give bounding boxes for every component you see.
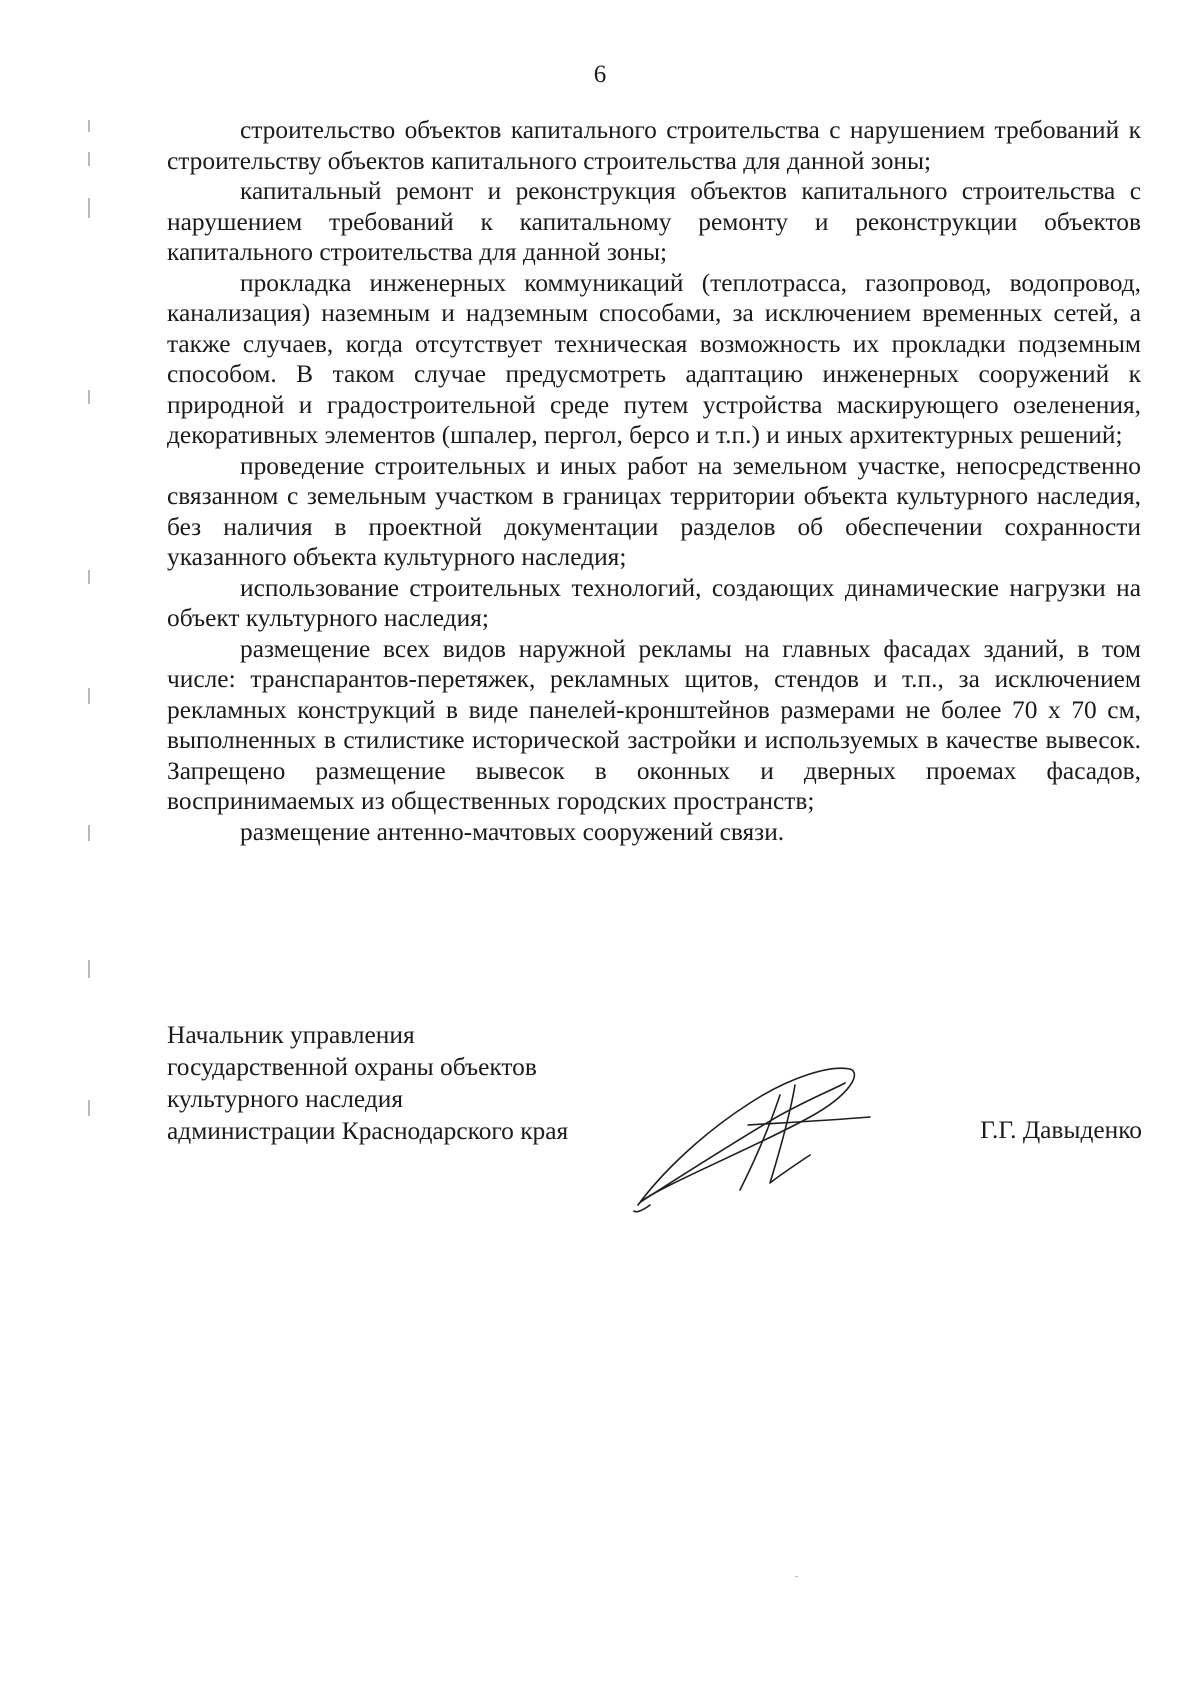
scan-speck [795,1576,798,1577]
document-body [167,115,1141,847]
scan-margin-marks [88,120,92,1120]
position-line-2: государственной охраны объектов [167,1053,537,1081]
handwritten-signature [630,1055,890,1215]
position-line-4: администрации Краснодарского края [167,1117,569,1145]
paragraph-4: проведение строительных и иных работ на земельном участке, непосредственно связанном с земельным участком в границах территории объекта культурного наследия, без наличия в проектной документации разделов об обеспечении сохранности указанного объекта культурного наследия; [167,451,1141,571]
paragraph-6: размещение всех видов наружной рекламы на главных фасадах зданий, в том числе: транспарантов-перетяжек, рекламных щитов, стендов и т.п., за исключением рекламных конструкций в виде панелей-кронштейнов размерами не более 70 х 70 см, выполненных в стилистике исторической застройки и используемых в качестве вывесок. Запрещено размещение вывесок в оконных и дверных проемах фасадов, воспринимаемых из общественных городских пространств; [167,634,1141,815]
paragraph-2: капитальный ремонт и реконструкция объектов капитального строительства с нарушением требований к капитальному ремонту и реконструкции объектов капитального строительства для данной зоны; [167,177,1141,266]
position-line-1: Начальник управления [167,1021,415,1049]
paragraph-5: использование строительных технологий, создающих динамические нагрузки на объект культурного наследия; [167,573,1141,632]
signer-position [167,1019,568,1147]
page-number: 6 [593,61,607,88]
position-line-3: культурного наследия [167,1085,404,1113]
paragraph-7: размещение антенно-мачтовых сооружений связи. [240,817,785,846]
signer-name: Г.Г. Давыденко [980,1116,1142,1144]
paragraph-1: строительство объектов капитального строительства с нарушением требований к строительству объектов капитального строительства для данной зоны; [167,116,1141,175]
paragraph-3: прокладка инженерных коммуникаций (теплотрасса, газопровод, водопровод, канализация) наземным и надземным способами, за исключением временных сетей, а также случаев, когда отсутствует техническая возможность их прокладки подземным способом. В таком случае предусмотреть адаптацию инженерных сооружений к природной и градостроительной среде путем устройства маскирующего озеленения, декоративных элементов (шпалер, пергол, берсо и т.п.) и иных архитектурных решений; [167,268,1141,449]
